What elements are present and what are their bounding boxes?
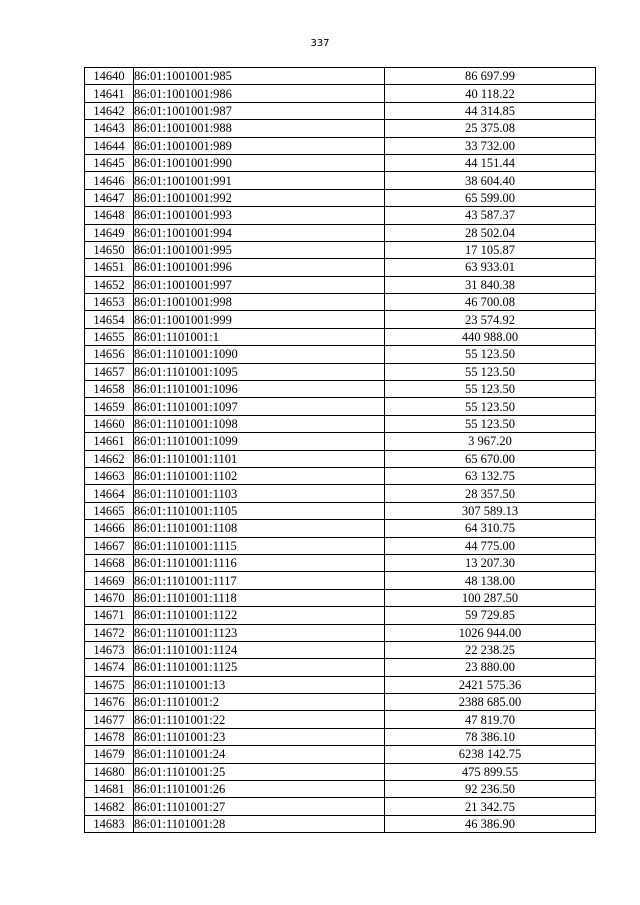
cadastral-number-cell: 86:01:1001001:990 (134, 154, 385, 171)
table-row (85, 363, 596, 380)
table-row (85, 607, 596, 624)
row-number-cell: 14648 (85, 207, 134, 224)
row-number-cell: 14665 (85, 502, 134, 519)
row-number-cell: 14640 (85, 68, 134, 85)
value-cell: 86 697.99 (385, 68, 596, 85)
row-number-cell: 14679 (85, 746, 134, 763)
cadastral-number-cell: 86:01:1101001:1125 (134, 659, 385, 676)
table-row (85, 537, 596, 554)
cadastral-number-cell: 86:01:1001001:996 (134, 259, 385, 276)
cadastral-number-cell: 86:01:1001001:995 (134, 241, 385, 258)
row-number-cell: 14678 (85, 728, 134, 745)
row-number-cell: 14649 (85, 224, 134, 241)
table-row (85, 241, 596, 258)
row-number-cell: 14652 (85, 276, 134, 293)
row-number-cell: 14659 (85, 398, 134, 415)
row-number-cell: 14651 (85, 259, 134, 276)
value-cell: 440 988.00 (385, 328, 596, 345)
value-cell: 25 375.08 (385, 120, 596, 137)
row-number-cell: 14682 (85, 798, 134, 815)
row-number-cell: 14683 (85, 815, 134, 832)
value-cell: 33 732.00 (385, 137, 596, 154)
cadastral-number-cell: 86:01:1101001:1116 (134, 554, 385, 571)
value-cell: 40 118.22 (385, 85, 596, 102)
row-number-cell: 14642 (85, 102, 134, 119)
table-row (85, 311, 596, 328)
cadastral-number-cell: 86:01:1001001:985 (134, 68, 385, 85)
cadastral-number-cell: 86:01:1101001:1101 (134, 450, 385, 467)
cadastral-number-cell: 86:01:1001001:998 (134, 294, 385, 311)
cadastral-number-cell: 86:01:1001001:992 (134, 189, 385, 206)
cadastral-number-cell: 86:01:1101001:1 (134, 328, 385, 345)
cadastral-number-cell: 86:01:1101001:1098 (134, 415, 385, 432)
row-number-cell: 14663 (85, 467, 134, 484)
table-row (85, 659, 596, 676)
value-cell: 100 287.50 (385, 589, 596, 606)
table-row (85, 815, 596, 832)
table-row (85, 102, 596, 119)
table-row (85, 728, 596, 745)
cadastral-number-cell: 86:01:1101001:1123 (134, 624, 385, 641)
cadastral-number-cell: 86:01:1101001:1099 (134, 433, 385, 450)
value-cell: 46 386.90 (385, 815, 596, 832)
row-number-cell: 14676 (85, 694, 134, 711)
cadastral-number-cell: 86:01:1101001:1117 (134, 572, 385, 589)
row-number-cell: 14672 (85, 624, 134, 641)
value-cell: 63 132.75 (385, 467, 596, 484)
table-row (85, 467, 596, 484)
table-row (85, 624, 596, 641)
row-number-cell: 14645 (85, 154, 134, 171)
cadastral-number-cell: 86:01:1101001:1124 (134, 641, 385, 658)
table-row (85, 746, 596, 763)
row-number-cell: 14681 (85, 781, 134, 798)
value-cell: 44 314.85 (385, 102, 596, 119)
value-cell: 31 840.38 (385, 276, 596, 293)
value-cell: 92 236.50 (385, 781, 596, 798)
cadastral-number-cell: 86:01:1001001:986 (134, 85, 385, 102)
row-number-cell: 14660 (85, 415, 134, 432)
row-number-cell: 14661 (85, 433, 134, 450)
cadastral-number-cell: 86:01:1101001:1090 (134, 346, 385, 363)
cadastral-number-cell: 86:01:1101001:26 (134, 781, 385, 798)
cadastral-number-cell: 86:01:1101001:1095 (134, 363, 385, 380)
cadastral-number-cell: 86:01:1101001:13 (134, 676, 385, 693)
row-number-cell: 14646 (85, 172, 134, 189)
value-cell: 23 880.00 (385, 659, 596, 676)
table-row (85, 172, 596, 189)
table-row (85, 346, 596, 363)
table-row (85, 450, 596, 467)
row-number-cell: 14656 (85, 346, 134, 363)
table-row (85, 415, 596, 432)
table-row (85, 224, 596, 241)
table-row (85, 294, 596, 311)
table-row (85, 276, 596, 293)
table-row (85, 259, 596, 276)
cadastral-number-cell: 86:01:1101001:1105 (134, 502, 385, 519)
cadastral-number-cell: 86:01:1001001:988 (134, 120, 385, 137)
value-cell: 55 123.50 (385, 363, 596, 380)
row-number-cell: 14662 (85, 450, 134, 467)
value-cell: 48 138.00 (385, 572, 596, 589)
cadastral-number-cell: 86:01:1001001:993 (134, 207, 385, 224)
table-row (85, 398, 596, 415)
table-body (85, 68, 596, 833)
cadastral-number-cell: 86:01:1101001:25 (134, 763, 385, 780)
table-row (85, 572, 596, 589)
row-number-cell: 14671 (85, 607, 134, 624)
cadastral-number-cell: 86:01:1001001:987 (134, 102, 385, 119)
table-row (85, 381, 596, 398)
value-cell: 44 775.00 (385, 537, 596, 554)
value-cell: 47 819.70 (385, 711, 596, 728)
cadastral-number-cell: 86:01:1001001:991 (134, 172, 385, 189)
cadastral-number-cell: 86:01:1101001:24 (134, 746, 385, 763)
row-number-cell: 14658 (85, 381, 134, 398)
table-row (85, 502, 596, 519)
value-cell: 44 151.44 (385, 154, 596, 171)
value-cell: 2388 685.00 (385, 694, 596, 711)
row-number-cell: 14657 (85, 363, 134, 380)
value-cell: 22 238.25 (385, 641, 596, 658)
table-row (85, 798, 596, 815)
cadastral-number-cell: 86:01:1001001:997 (134, 276, 385, 293)
table-row (85, 711, 596, 728)
cadastral-number-cell: 86:01:1101001:1108 (134, 520, 385, 537)
value-cell: 59 729.85 (385, 607, 596, 624)
row-number-cell: 14653 (85, 294, 134, 311)
cadastral-number-cell: 86:01:1001001:989 (134, 137, 385, 154)
value-cell: 46 700.08 (385, 294, 596, 311)
value-cell: 55 123.50 (385, 346, 596, 363)
value-cell: 78 386.10 (385, 728, 596, 745)
table-row (85, 676, 596, 693)
value-cell: 28 502.04 (385, 224, 596, 241)
row-number-cell: 14667 (85, 537, 134, 554)
row-number-cell: 14655 (85, 328, 134, 345)
table-row (85, 433, 596, 450)
value-cell: 55 123.50 (385, 415, 596, 432)
value-cell: 65 599.00 (385, 189, 596, 206)
value-cell: 23 574.92 (385, 311, 596, 328)
cadastral-number-cell: 86:01:1101001:23 (134, 728, 385, 745)
row-number-cell: 14643 (85, 120, 134, 137)
table-row (85, 520, 596, 537)
value-cell: 55 123.50 (385, 398, 596, 415)
row-number-cell: 14668 (85, 554, 134, 571)
value-cell: 38 604.40 (385, 172, 596, 189)
value-cell: 21 342.75 (385, 798, 596, 815)
cadastral-number-cell: 86:01:1101001:1097 (134, 398, 385, 415)
cadastral-number-cell: 86:01:1101001:1103 (134, 485, 385, 502)
row-number-cell: 14673 (85, 641, 134, 658)
table-row (85, 189, 596, 206)
table-row (85, 154, 596, 171)
table-row (85, 328, 596, 345)
row-number-cell: 14664 (85, 485, 134, 502)
table-row (85, 641, 596, 658)
value-cell: 55 123.50 (385, 381, 596, 398)
row-number-cell: 14654 (85, 311, 134, 328)
row-number-cell: 14680 (85, 763, 134, 780)
row-number-cell: 14666 (85, 520, 134, 537)
value-cell: 307 589.13 (385, 502, 596, 519)
cadastral-number-cell: 86:01:1101001:2 (134, 694, 385, 711)
value-cell: 1026 944.00 (385, 624, 596, 641)
row-number-cell: 14677 (85, 711, 134, 728)
value-cell: 28 357.50 (385, 485, 596, 502)
row-number-cell: 14675 (85, 676, 134, 693)
value-cell: 13 207.30 (385, 554, 596, 571)
table-row (85, 120, 596, 137)
cadastral-number-cell: 86:01:1101001:1102 (134, 467, 385, 484)
row-number-cell: 14647 (85, 189, 134, 206)
cadastral-number-cell: 86:01:1101001:28 (134, 815, 385, 832)
table-row (85, 589, 596, 606)
row-number-cell: 14670 (85, 589, 134, 606)
table-row (85, 485, 596, 502)
value-cell: 65 670.00 (385, 450, 596, 467)
cadastral-number-cell: 86:01:1101001:1096 (134, 381, 385, 398)
cadastral-number-cell: 86:01:1101001:1122 (134, 607, 385, 624)
cadastral-number-cell: 86:01:1001001:994 (134, 224, 385, 241)
row-number-cell: 14674 (85, 659, 134, 676)
row-number-cell: 14644 (85, 137, 134, 154)
table-row (85, 781, 596, 798)
row-number-cell: 14641 (85, 85, 134, 102)
cadastral-number-cell: 86:01:1001001:999 (134, 311, 385, 328)
row-number-cell: 14669 (85, 572, 134, 589)
value-cell: 17 105.87 (385, 241, 596, 258)
table-row (85, 137, 596, 154)
value-cell: 43 587.37 (385, 207, 596, 224)
value-cell: 64 310.75 (385, 520, 596, 537)
table-row (85, 694, 596, 711)
cadastral-number-cell: 86:01:1101001:1115 (134, 537, 385, 554)
data-table (84, 67, 596, 833)
cadastral-number-cell: 86:01:1101001:22 (134, 711, 385, 728)
table-row (85, 68, 596, 85)
table-row (85, 207, 596, 224)
page-number: 337 (310, 38, 330, 49)
value-cell: 6238 142.75 (385, 746, 596, 763)
value-cell: 2421 575.36 (385, 676, 596, 693)
cadastral-number-cell: 86:01:1101001:27 (134, 798, 385, 815)
cadastral-number-cell: 86:01:1101001:1118 (134, 589, 385, 606)
value-cell: 475 899.55 (385, 763, 596, 780)
table-row (85, 763, 596, 780)
table-row (85, 554, 596, 571)
value-cell: 3 967.20 (385, 433, 596, 450)
table-row (85, 85, 596, 102)
value-cell: 63 933.01 (385, 259, 596, 276)
row-number-cell: 14650 (85, 241, 134, 258)
